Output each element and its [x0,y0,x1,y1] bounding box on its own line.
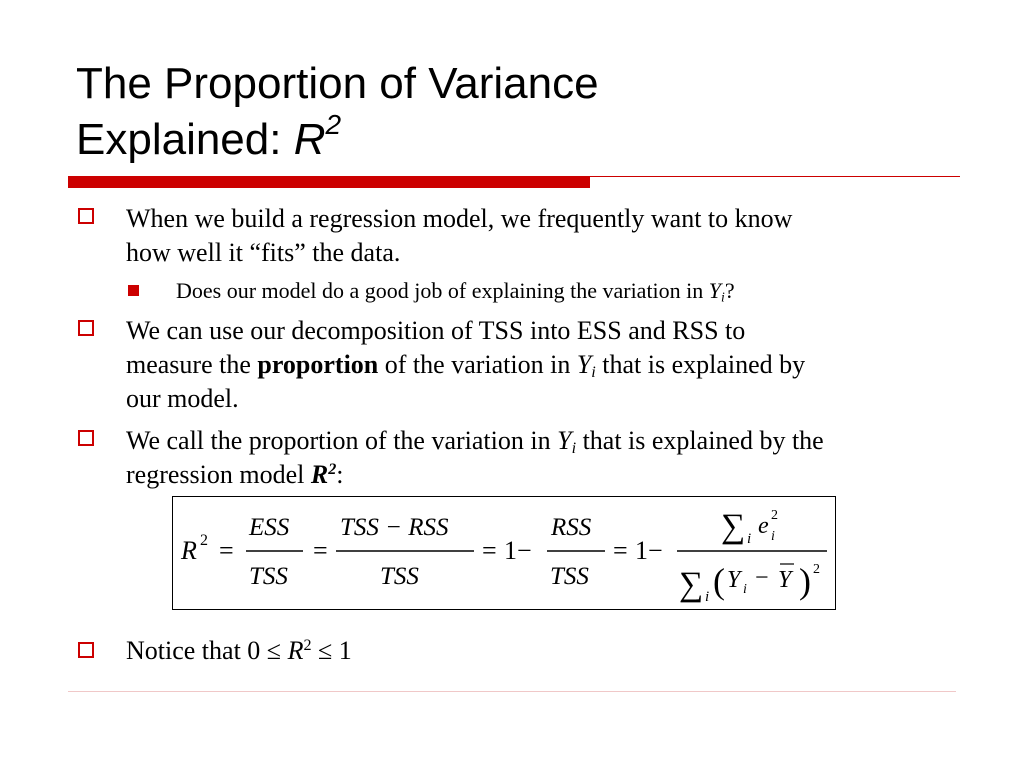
bullet-1-line-1: When we build a regression model, we frequently want to know [126,204,793,233]
formula-lhs: R [181,536,197,565]
bullet-2-text [126,314,986,416]
formula-one-minus-2: 1− [635,536,663,565]
formula-eq-2: = [313,536,328,565]
formula-ybar: Y [778,567,792,593]
bullet-4-prefix: Notice that 0 ≤ [126,636,288,665]
bullet-4-r: R [287,636,304,665]
formula-ess: ESS [249,514,290,541]
r-squared-formula [172,496,836,610]
formula-lhs-sup: 2 [200,532,208,549]
sub-bullet-text [176,276,956,306]
formula-eq-4: = [613,536,628,565]
bullet-2-line-2 [126,348,986,382]
sum-symbol-num: ∑ [721,508,746,545]
formula-e-sup: 2 [771,508,778,523]
title-divider-thin [590,176,960,177]
sub-bullet-index: i [721,289,725,305]
formula-tss-3: TSS [550,563,589,590]
bullet-3-index: i [571,440,577,458]
bullet-3-line-1 [126,424,986,458]
formula-e: e [758,513,769,539]
formula-rss: RSS [551,514,592,541]
bullet-4-text [126,634,986,668]
footer-divider [68,691,956,692]
square-bullet-icon [78,430,94,446]
title-sup: 2 [325,109,342,140]
formula-tss-minus-rss: TSS − RSS [340,514,449,541]
square-bullet-icon [78,642,94,658]
title-divider-thick [68,176,590,188]
title-line-1: The Proportion of Variance [76,59,599,108]
bullet-2-var: Y [576,350,592,379]
formula-y: Y [727,567,741,593]
formula-y-sub: i [743,582,747,597]
formula-eq-3: = [482,536,497,565]
sum-idx-den: i [705,589,710,605]
bullet-2-index: i [591,364,596,382]
bullet-3-prefix: We call the proportion of the variation in [126,426,558,455]
sum-idx-num: i [747,531,752,547]
sub-bullet-prefix: Does our model do a good job of explaining the variation in [176,278,709,303]
bullet-3-r: R [310,460,329,489]
bullet-3-text [126,424,986,492]
formula-tss-2: TSS [380,563,419,590]
formula-e-sub: i [771,529,775,544]
bullet-2-prefix: measure the [126,350,258,379]
formula-lparen: ( [713,561,725,601]
title-line-2 [76,109,976,168]
bullet-2-mid: of the variation in [378,350,577,379]
formula-svg [173,497,835,609]
title-r: R [293,115,326,164]
bullet-3-line2-prefix: regression model [126,460,311,489]
sub-bullet-suffix: ? [724,278,735,303]
bullet-2-bold: proportion [257,350,379,379]
bullet-2-line-3: our model. [126,384,239,413]
bullet-4-suffix: ≤ 1 [311,636,352,665]
bullet-2-suffix: that is explained by [595,350,806,379]
square-bullet-icon [78,320,94,336]
sub-bullet-var: Y [708,278,722,303]
formula-tss-1: TSS [249,563,288,590]
bullet-3-line2-suffix: : [336,460,344,489]
formula-one-minus-1: 1− [504,536,532,565]
sum-symbol-den: ∑ [679,566,704,603]
bullet-3-line-2 [126,458,986,492]
title-prefix: Explained: [76,115,294,164]
formula-eq-1: = [219,536,234,565]
formula-rparen: ) [799,561,811,601]
bullet-4-sup: 2 [303,637,312,655]
formula-den-sup: 2 [813,562,820,577]
formula-minus: − [755,565,769,591]
bullet-1-text [126,202,986,270]
slide-title [76,56,976,168]
bullet-2-line-1: We can use our decomposition of TSS into ESS and RSS to [126,316,746,345]
bullet-1-line-2: how well it “fits” the data. [126,238,401,267]
filled-square-bullet-icon [128,285,139,296]
bullet-3-suffix: that is explained by the [576,426,824,455]
bullet-3-sup: 2 [328,461,337,479]
square-bullet-icon [78,208,94,224]
bullet-3-var: Y [557,426,572,455]
